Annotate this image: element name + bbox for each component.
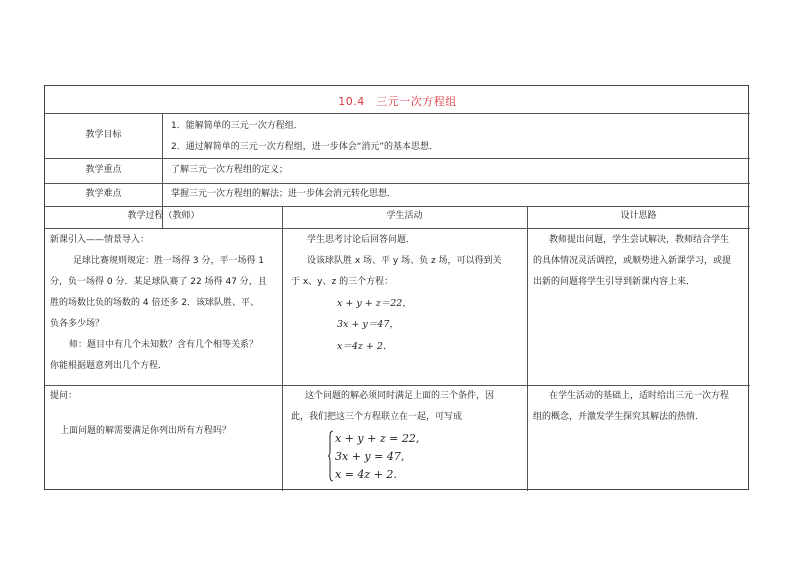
system-equation: x + y + z = 22,	[335, 432, 420, 445]
lesson-title: 10.4 三元一次方程组	[338, 95, 457, 108]
design-text: 组的概念，并激发学生探究其解法的热情．	[533, 412, 705, 422]
design-text: 在学生活动的基础上，适时给出三元一次方程	[549, 391, 730, 401]
student-text: 此，我们把这三个方程联立在一起，可写成	[291, 412, 463, 422]
goal-item: 1．能解简单的三元一次方程组．	[171, 121, 303, 131]
design-text: 出新的问题将学生引导到新课内容上来．	[533, 277, 696, 287]
system-brace	[328, 430, 334, 482]
student-text: 这个问题的解必须同时满足上面的三个条件，因	[305, 391, 495, 401]
column-header: 教学过程（教师）	[127, 211, 200, 221]
equation: 3x + y＝47，	[337, 319, 399, 330]
equation: x + y + z＝22，	[337, 298, 412, 309]
teacher-text: 分，负一场得 0 分．某足球队赛了 22 场得 47 分，且	[50, 277, 267, 287]
design-text: 的具体情况灵活调控，或顺势进入新课学习，或提	[533, 256, 732, 266]
table-rule	[527, 206, 528, 491]
goal-label: 教学目标	[85, 130, 122, 140]
table-rule	[45, 158, 750, 159]
teacher-text: 负各多少场？	[50, 319, 105, 329]
student-text: 学生思考讨论后回答问题．	[307, 235, 416, 245]
teacher-text: 足球比赛规则规定：胜一场得 3 分，平一场得 1	[73, 256, 265, 266]
table-rule	[45, 113, 750, 114]
table-rule	[282, 206, 283, 491]
teacher-text: 师：题目中有几个未知数？含有几个相等关系？	[69, 340, 259, 350]
teacher-text: 上面问题的解需要满足你列出所有方程吗？	[60, 426, 232, 436]
table-rule	[45, 385, 750, 386]
table-rule	[45, 206, 750, 207]
table-rule	[45, 183, 750, 184]
column-header: 学生活动	[386, 211, 423, 221]
key-label: 教学重点	[85, 165, 122, 175]
system-equation: 3x + y = 47,	[335, 450, 405, 463]
design-text: 教师提出问题，学生尝试解决，教师结合学生	[549, 235, 730, 245]
student-text: 于 x、y、z 的三个方程：	[291, 277, 394, 287]
difficulty-label: 教学难点	[85, 189, 122, 199]
column-header: 设计思路	[620, 211, 657, 221]
goal-item: 2．通过解简单的三元一次方程组，进一步体会“消元”的基本思想．	[171, 142, 439, 152]
equation: x＝4z + 2．	[337, 341, 393, 352]
teacher-text: 胜的场数比负的场数的 4 倍还多 2．该球队胜、平、	[50, 298, 260, 308]
table-rule	[45, 228, 750, 229]
teacher-text: 提问：	[50, 391, 78, 401]
system-equation: x = 4z + 2.	[335, 468, 397, 481]
lesson-plan-table	[44, 85, 749, 490]
difficulty-text: 掌握三元一次方程组的解法；进一步体会消元转化思想．	[171, 189, 397, 199]
key-text: 了解三元一次方程组的定义；	[171, 165, 289, 175]
teacher-text: 你能根据题意列出几个方程．	[50, 361, 168, 371]
teacher-text: 新课引入——情景导入：	[50, 235, 150, 245]
student-text: 设该球队胜 x 场、平 y 场、负 z 场，可以得到关	[307, 256, 502, 266]
